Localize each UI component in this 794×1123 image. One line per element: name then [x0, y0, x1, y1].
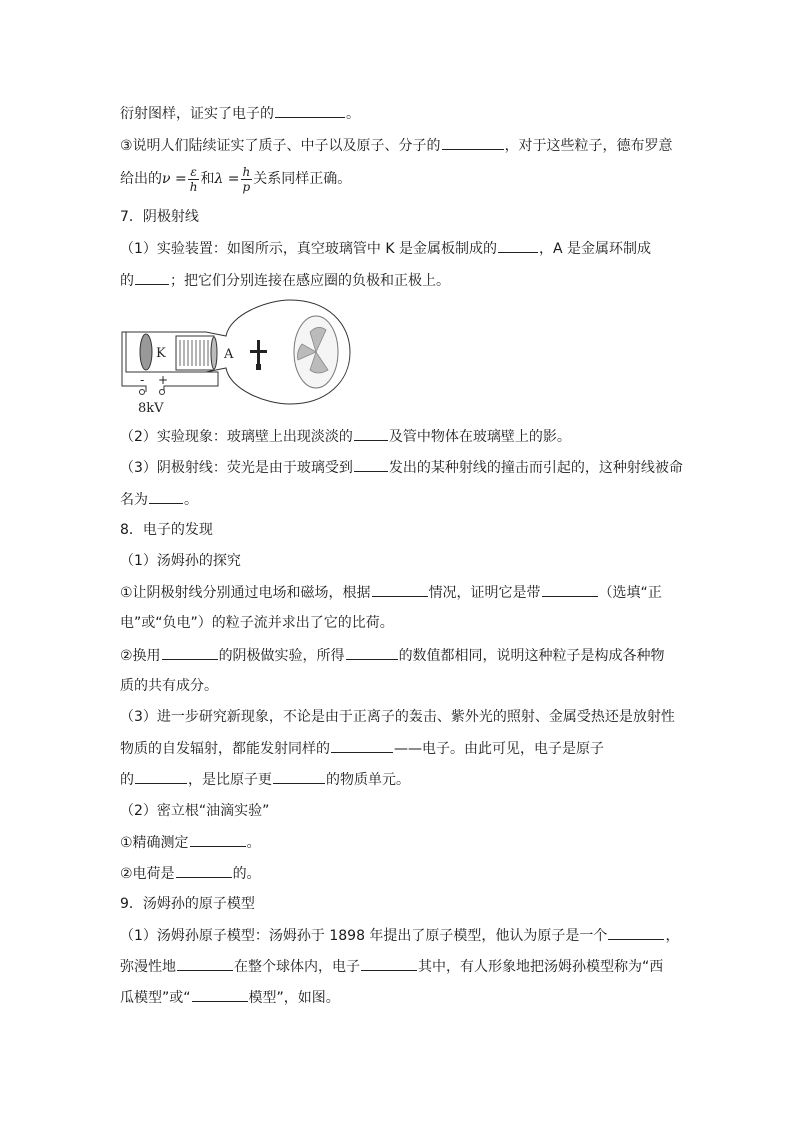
text-segment: 给出的 [120, 171, 162, 187]
text-segment: 。 [246, 835, 261, 851]
text-line [120, 613, 394, 633]
fill-blank[interactable] [192, 987, 248, 1002]
text-segment: ①让阴极射线分别通过电场和磁场，根据 [120, 585, 371, 601]
formula-nu: ν = [162, 171, 187, 187]
fill-blank[interactable] [273, 769, 325, 784]
fraction-denominator: p [242, 179, 251, 194]
text-segment: 的。 [232, 866, 261, 882]
text-segment: ；把它们分别连接在感应圈的负极和正极上。 [170, 273, 450, 289]
text-line [120, 551, 241, 571]
text-segment: ②换用 [120, 648, 161, 664]
text-segment: 情况，证明它是带 [428, 585, 541, 601]
fraction-numerator: ε [188, 165, 200, 180]
text-segment: （1）汤姆孙的探究 [120, 553, 241, 569]
text-segment: （3）阴极射线：荧光是由于玻璃受到 [120, 460, 353, 476]
fill-blank[interactable] [331, 738, 393, 753]
text-segment: （2）实验现象：玻璃壁上出现淡淡的 [120, 429, 353, 445]
fraction-h-over-p [241, 165, 253, 194]
text-segment: 电”或“负电”）的粒子流并求出了它的比荷。 [120, 615, 394, 631]
text-segment: （3）进一步研究新现象，不论是由于正离子的轰击、紫外光的照射、金属受热还是放射性 [120, 709, 675, 725]
text-line [120, 489, 198, 510]
label-minus: - [140, 373, 145, 387]
fill-blank[interactable] [177, 956, 233, 971]
fill-blank[interactable] [442, 135, 504, 150]
text-line [120, 956, 663, 977]
text-segment: 。 [346, 106, 360, 122]
text-segment: 瓜模型”或“ [120, 990, 191, 1006]
heading-text: 7．阴极射线 [120, 209, 199, 225]
label-voltage: 8kV [138, 401, 164, 416]
fill-blank[interactable] [608, 925, 664, 940]
text-segment: 的物质单元。 [326, 772, 410, 788]
text-segment: ，对于这些粒子，德布罗意 [504, 138, 673, 154]
text-segment: ②电荷是 [120, 866, 175, 882]
text-line [120, 270, 450, 291]
label-plus: + [158, 373, 169, 387]
terminal-negative [140, 390, 145, 395]
text-segment: 的数值都相同，说明这种粒子是构成各种物 [398, 648, 665, 664]
text-segment: 及管中物体在玻璃壁上的影。 [388, 429, 571, 445]
text-segment: （选填“正 [598, 585, 662, 601]
heading-text: 8．电子的发现 [120, 522, 213, 538]
formula-lambda: λ = [214, 171, 240, 187]
fill-blank[interactable] [542, 582, 598, 597]
text-segment: 的 [120, 772, 134, 788]
fill-blank[interactable] [498, 238, 538, 253]
text-line [120, 676, 218, 696]
text-segment: 的阴极做实验，所得 [218, 648, 345, 664]
fraction-epsilon-over-h [188, 165, 200, 194]
cross-obstacle-icon [250, 340, 267, 370]
text-segment: ③说明人们陆续证实了质子、中子以及原子、分子的 [120, 138, 441, 154]
text-segment: 其中，有人形象地把汤姆孙模型称为“西 [418, 959, 664, 975]
text-segment: 发出的某种射线的撞击而引起的，这种射线被命 [388, 460, 683, 476]
text-line [120, 769, 410, 790]
fill-blank[interactable] [162, 645, 218, 660]
label-k: K [156, 346, 166, 361]
label-a: A [224, 347, 234, 362]
text-segment: 弥漫性地 [120, 959, 176, 975]
fill-blank[interactable] [346, 645, 398, 660]
fill-blank[interactable] [275, 103, 345, 118]
terminal-positive [160, 390, 165, 395]
text-segment: 在整个球体内，电子 [234, 959, 360, 975]
fill-blank[interactable] [135, 769, 187, 784]
text-line [120, 863, 261, 884]
text-line [120, 738, 604, 759]
text-line [120, 457, 683, 478]
text-segment: 。 [184, 492, 198, 508]
text-line [120, 426, 571, 447]
text-segment: （1）汤姆孙原子模型：汤姆孙于 1898 年提出了原子模型，他认为原子是一个 [120, 928, 608, 944]
fill-blank[interactable] [372, 582, 428, 597]
text-line [120, 582, 662, 603]
fill-blank[interactable] [135, 270, 169, 285]
wire-right [164, 372, 218, 392]
fraction-numerator: h [242, 164, 251, 179]
text-line [120, 135, 673, 156]
text-segment: ①精确测定 [120, 835, 189, 851]
section-heading [120, 520, 213, 540]
fill-blank[interactable] [149, 489, 183, 504]
text-segment: 关系同样正确。 [253, 171, 352, 187]
text-segment: 物质的自发辐射，都能发射同样的 [120, 741, 330, 757]
cathode-disk [140, 334, 152, 370]
text-line [120, 103, 360, 124]
text-segment: （2）密立根“油滴实验” [120, 803, 270, 819]
anode-ring [211, 337, 217, 369]
text-segment: 模型”，如图。 [248, 990, 340, 1006]
text-segment: 的 [120, 273, 134, 289]
section-heading [120, 207, 199, 227]
cathode-ray-tube-figure [118, 296, 358, 416]
text-segment: 衍射图样，证实了电子的 [120, 106, 274, 122]
formula-line [120, 162, 351, 196]
fill-blank[interactable] [176, 863, 232, 878]
text-line [120, 645, 665, 666]
text-segment: （1）实验装置：如图所示，真空玻璃管中 K 是金属板制成的 [120, 241, 497, 257]
fill-blank[interactable] [354, 426, 388, 441]
text-segment: ，是比原子更 [188, 772, 272, 788]
fill-blank[interactable] [361, 956, 417, 971]
fraction-denominator: h [189, 179, 198, 194]
text-segment: ——电子。由此可见，电子是原子 [394, 741, 604, 757]
fill-blank[interactable] [354, 457, 388, 472]
text-segment: 名为 [120, 492, 148, 508]
section-heading [120, 894, 255, 914]
text-line [120, 238, 651, 259]
fill-blank[interactable] [190, 832, 246, 847]
electrode-coil [180, 340, 208, 366]
text-line [120, 987, 340, 1008]
text-line [120, 707, 675, 727]
heading-text: 9．汤姆孙的原子模型 [120, 896, 255, 912]
text-line [120, 925, 679, 946]
text-line [120, 832, 261, 853]
text-segment: 质的共有成分。 [120, 678, 218, 694]
text-line [120, 801, 269, 821]
text-segment: ，A 是金属环制成 [539, 241, 652, 257]
text-segment: 和 [200, 171, 215, 187]
text-segment: ， [665, 928, 680, 944]
